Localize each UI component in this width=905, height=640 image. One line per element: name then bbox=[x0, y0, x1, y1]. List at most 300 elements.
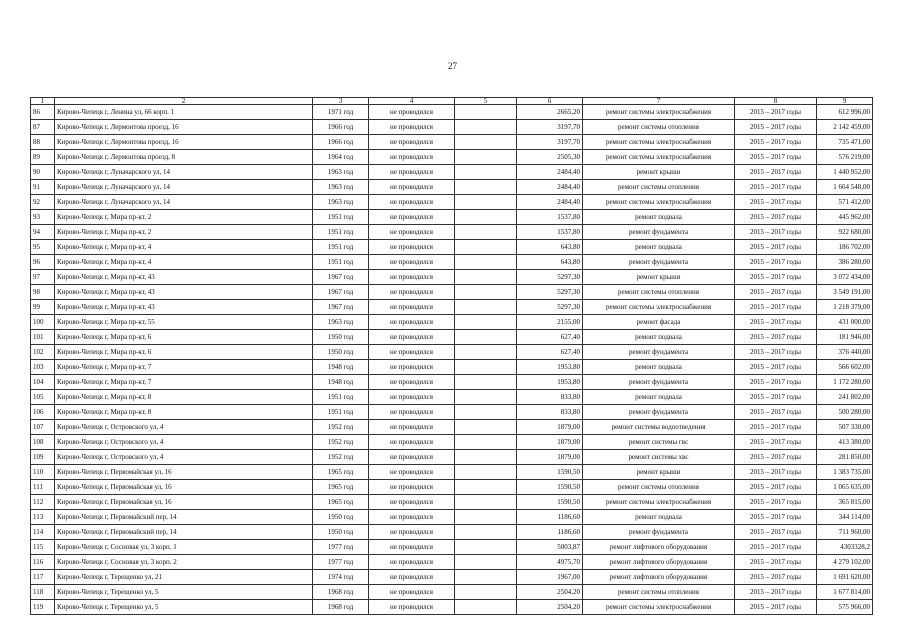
work-type-cell: ремонт системы электроснабжения bbox=[583, 300, 735, 315]
col-5-cell bbox=[455, 375, 517, 390]
area-cell: 1590,50 bbox=[517, 495, 583, 510]
work-type-cell: ремонт фундамента bbox=[583, 375, 735, 390]
table-row bbox=[31, 555, 873, 570]
table-row bbox=[31, 315, 873, 330]
col-5-cell bbox=[455, 555, 517, 570]
last-repair-cell: не проводился bbox=[369, 405, 455, 420]
last-repair-cell: не проводился bbox=[369, 510, 455, 525]
table-row bbox=[31, 600, 873, 615]
last-repair-cell: не проводился bbox=[369, 360, 455, 375]
build-year-cell: 1966 год bbox=[313, 135, 369, 150]
build-year-cell: 1952 год bbox=[313, 450, 369, 465]
col-5-cell bbox=[455, 570, 517, 585]
area-cell: 1953,80 bbox=[517, 375, 583, 390]
last-repair-cell: не проводился bbox=[369, 450, 455, 465]
period-cell: 2015 – 2017 годы bbox=[735, 540, 817, 555]
table-row bbox=[31, 225, 873, 240]
table-row bbox=[31, 240, 873, 255]
col-5-cell bbox=[455, 195, 517, 210]
row-number-cell: 90 bbox=[31, 165, 55, 180]
area-cell: 3197,70 bbox=[517, 120, 583, 135]
work-type-cell: ремонт системы отопления bbox=[583, 285, 735, 300]
work-type-cell: ремонт крыши bbox=[583, 165, 735, 180]
work-type-cell: ремонт крыши bbox=[583, 270, 735, 285]
period-cell: 2015 – 2017 годы bbox=[735, 315, 817, 330]
address-cell: Кирово-Чепецк г, Мира пр-кт, 7 bbox=[55, 375, 313, 390]
work-type-cell: ремонт системы электроснабжения bbox=[583, 150, 735, 165]
last-repair-cell: не проводился bbox=[369, 390, 455, 405]
last-repair-cell: не проводился bbox=[369, 375, 455, 390]
cost-cell: 735 471,00 bbox=[817, 135, 873, 150]
row-number-cell: 99 bbox=[31, 300, 55, 315]
address-cell: Кирово-Чепецк г, Островского ул, 4 bbox=[55, 450, 313, 465]
area-cell: 833,80 bbox=[517, 390, 583, 405]
row-number-cell: 116 bbox=[31, 555, 55, 570]
col-5-cell bbox=[455, 600, 517, 615]
last-repair-cell: не проводился bbox=[369, 270, 455, 285]
build-year-cell: 1948 год bbox=[313, 360, 369, 375]
area-cell: 2484,40 bbox=[517, 180, 583, 195]
build-year-cell: 1965 год bbox=[313, 495, 369, 510]
last-repair-cell: не проводился bbox=[369, 585, 455, 600]
col-5-cell bbox=[455, 330, 517, 345]
cost-cell: 365 815,00 bbox=[817, 495, 873, 510]
work-type-cell: ремонт системы электроснабжения bbox=[583, 135, 735, 150]
build-year-cell: 1977 год bbox=[313, 555, 369, 570]
area-cell: 643,80 bbox=[517, 255, 583, 270]
build-year-cell: 1967 год bbox=[313, 270, 369, 285]
last-repair-cell: не проводился bbox=[369, 465, 455, 480]
area-cell: 833,80 bbox=[517, 405, 583, 420]
work-type-cell: ремонт лифтового оборудования bbox=[583, 540, 735, 555]
row-number-cell: 111 bbox=[31, 480, 55, 495]
area-cell: 5297,30 bbox=[517, 285, 583, 300]
last-repair-cell: не проводился bbox=[369, 225, 455, 240]
address-cell: Кирово-Чепецк г, Мира пр-кт, 55 bbox=[55, 315, 313, 330]
last-repair-cell: не проводился bbox=[369, 570, 455, 585]
area-cell: 1953,80 bbox=[517, 360, 583, 375]
area-cell: 643,80 bbox=[517, 240, 583, 255]
period-cell: 2015 – 2017 годы bbox=[735, 390, 817, 405]
period-cell: 2015 – 2017 годы bbox=[735, 360, 817, 375]
row-number-cell: 103 bbox=[31, 360, 55, 375]
build-year-cell: 1951 год bbox=[313, 240, 369, 255]
table-row bbox=[31, 135, 873, 150]
work-type-cell: ремонт подвала bbox=[583, 510, 735, 525]
col-5-cell bbox=[455, 315, 517, 330]
cost-cell: 571 412,00 bbox=[817, 195, 873, 210]
work-type-cell: ремонт системы отопления bbox=[583, 480, 735, 495]
period-cell: 2015 – 2017 годы bbox=[735, 450, 817, 465]
col-5-cell bbox=[455, 105, 517, 120]
work-type-cell: ремонт системы электроснабжения bbox=[583, 195, 735, 210]
col-5-cell bbox=[455, 240, 517, 255]
period-cell: 2015 – 2017 годы bbox=[735, 510, 817, 525]
work-type-cell: ремонт подвала bbox=[583, 360, 735, 375]
row-number-cell: 113 bbox=[31, 510, 55, 525]
cost-cell: 4303328,2 bbox=[817, 540, 873, 555]
cost-cell: 431 000,00 bbox=[817, 315, 873, 330]
build-year-cell: 1963 год bbox=[313, 165, 369, 180]
header-row bbox=[31, 98, 873, 105]
period-cell: 2015 – 2017 годы bbox=[735, 555, 817, 570]
last-repair-cell: не проводился bbox=[369, 420, 455, 435]
cost-cell: 575 966,00 bbox=[817, 600, 873, 615]
table-row bbox=[31, 510, 873, 525]
cost-cell: 1 664 548,00 bbox=[817, 180, 873, 195]
row-number-cell: 102 bbox=[31, 345, 55, 360]
area-cell: 1879,00 bbox=[517, 435, 583, 450]
last-repair-cell: не проводился bbox=[369, 525, 455, 540]
address-cell: Кирово-Чепецк г, Островского ул, 4 bbox=[55, 435, 313, 450]
row-number-cell: 118 bbox=[31, 585, 55, 600]
address-cell: Кирово-Чепецк г, Лермонтова проезд, 16 bbox=[55, 120, 313, 135]
work-type-cell: ремонт системы электроснабжения bbox=[583, 600, 735, 615]
row-number-cell: 91 bbox=[31, 180, 55, 195]
col-5-cell bbox=[455, 180, 517, 195]
col-5-cell bbox=[455, 585, 517, 600]
col-5-cell bbox=[455, 435, 517, 450]
area-cell: 1537,80 bbox=[517, 210, 583, 225]
build-year-cell: 1963 год bbox=[313, 195, 369, 210]
work-type-cell: ремонт подвала bbox=[583, 240, 735, 255]
column-header-2: 2 bbox=[55, 98, 313, 105]
address-cell: Кирово-Чепецк г, Первомайская ул, 16 bbox=[55, 480, 313, 495]
work-type-cell: ремонт фундамента bbox=[583, 255, 735, 270]
period-cell: 2015 – 2017 годы bbox=[735, 570, 817, 585]
build-year-cell: 1951 год bbox=[313, 210, 369, 225]
build-year-cell: 1967 год bbox=[313, 300, 369, 315]
row-number-cell: 93 bbox=[31, 210, 55, 225]
row-number-cell: 106 bbox=[31, 405, 55, 420]
area-cell: 1590,50 bbox=[517, 465, 583, 480]
row-number-cell: 100 bbox=[31, 315, 55, 330]
address-cell: Кирово-Чепецк г, Первомайский пер, 14 bbox=[55, 510, 313, 525]
work-type-cell: ремонт системы электроснабжения bbox=[583, 495, 735, 510]
area-cell: 1186,60 bbox=[517, 525, 583, 540]
area-cell: 5003,87 bbox=[517, 540, 583, 555]
area-cell: 2155,00 bbox=[517, 315, 583, 330]
column-header-8: 8 bbox=[735, 98, 817, 105]
period-cell: 2015 – 2017 годы bbox=[735, 240, 817, 255]
period-cell: 2015 – 2017 годы bbox=[735, 150, 817, 165]
period-cell: 2015 – 2017 годы bbox=[735, 180, 817, 195]
cost-cell: 1 440 952,00 bbox=[817, 165, 873, 180]
row-number-cell: 109 bbox=[31, 450, 55, 465]
period-cell: 2015 – 2017 годы bbox=[735, 255, 817, 270]
address-cell: Кирово-Чепецк г, Ленина ул, 66 корп. 1 bbox=[55, 105, 313, 120]
row-number-cell: 108 bbox=[31, 435, 55, 450]
column-header-3: 3 bbox=[313, 98, 369, 105]
period-cell: 2015 – 2017 годы bbox=[735, 585, 817, 600]
table-row bbox=[31, 165, 873, 180]
last-repair-cell: не проводился bbox=[369, 180, 455, 195]
last-repair-cell: не проводился bbox=[369, 480, 455, 495]
last-repair-cell: не проводился bbox=[369, 135, 455, 150]
table-row bbox=[31, 195, 873, 210]
table-header bbox=[31, 98, 873, 105]
work-type-cell: ремонт фундамента bbox=[583, 345, 735, 360]
period-cell: 2015 – 2017 годы bbox=[735, 435, 817, 450]
last-repair-cell: не проводился bbox=[369, 165, 455, 180]
last-repair-cell: не проводился bbox=[369, 315, 455, 330]
table-row bbox=[31, 525, 873, 540]
address-cell: Кирово-Чепецк г, Первомайская ул, 16 bbox=[55, 495, 313, 510]
table-row bbox=[31, 585, 873, 600]
address-cell: Кирово-Чепецк г, Мира пр-кт, 8 bbox=[55, 405, 313, 420]
area-cell: 2504,20 bbox=[517, 585, 583, 600]
address-cell: Кирово-Чепецк г, Мира пр-кт, 6 bbox=[55, 345, 313, 360]
build-year-cell: 1964 год bbox=[313, 150, 369, 165]
table-row bbox=[31, 300, 873, 315]
col-5-cell bbox=[455, 150, 517, 165]
work-type-cell: ремонт системы гвс bbox=[583, 435, 735, 450]
area-cell: 1967,00 bbox=[517, 570, 583, 585]
cost-cell: 576 219,00 bbox=[817, 150, 873, 165]
build-year-cell: 1951 год bbox=[313, 390, 369, 405]
period-cell: 2015 – 2017 годы bbox=[735, 405, 817, 420]
period-cell: 2015 – 2017 годы bbox=[735, 600, 817, 615]
page-number: 27 bbox=[448, 61, 457, 71]
row-number-cell: 97 bbox=[31, 270, 55, 285]
col-5-cell bbox=[455, 360, 517, 375]
work-type-cell: ремонт подвала bbox=[583, 390, 735, 405]
table-row bbox=[31, 210, 873, 225]
cost-cell: 1 383 735,00 bbox=[817, 465, 873, 480]
last-repair-cell: не проводился bbox=[369, 210, 455, 225]
work-type-cell: ремонт крыши bbox=[583, 465, 735, 480]
row-number-cell: 105 bbox=[31, 390, 55, 405]
row-number-cell: 87 bbox=[31, 120, 55, 135]
row-number-cell: 112 bbox=[31, 495, 55, 510]
area-cell: 1537,80 bbox=[517, 225, 583, 240]
table-row bbox=[31, 570, 873, 585]
col-5-cell bbox=[455, 510, 517, 525]
address-cell: Кирово-Чепецк г, Мира пр-кт, 8 bbox=[55, 390, 313, 405]
work-type-cell: ремонт системы отопления bbox=[583, 585, 735, 600]
col-5-cell bbox=[455, 480, 517, 495]
area-cell: 1879,00 bbox=[517, 420, 583, 435]
area-cell: 2504,20 bbox=[517, 600, 583, 615]
area-cell: 2484,40 bbox=[517, 165, 583, 180]
repair-schedule-table bbox=[30, 97, 873, 615]
address-cell: Кирово-Чепецк г, Луначарского ул, 14 bbox=[55, 180, 313, 195]
cost-cell: 507 330,00 bbox=[817, 420, 873, 435]
cost-cell: 181 946,00 bbox=[817, 330, 873, 345]
last-repair-cell: не проводился bbox=[369, 195, 455, 210]
address-cell: Кирово-Чепецк г, Лермонтова проезд, 8 bbox=[55, 150, 313, 165]
build-year-cell: 1963 год bbox=[313, 180, 369, 195]
col-5-cell bbox=[455, 165, 517, 180]
cost-cell: 386 280,00 bbox=[817, 255, 873, 270]
build-year-cell: 1951 год bbox=[313, 255, 369, 270]
row-number-cell: 119 bbox=[31, 600, 55, 615]
row-number-cell: 115 bbox=[31, 540, 55, 555]
last-repair-cell: не проводился bbox=[369, 540, 455, 555]
cost-cell: 4 279 102,00 bbox=[817, 555, 873, 570]
address-cell: Кирово-Чепецк г, Мира пр-кт, 43 bbox=[55, 270, 313, 285]
cost-cell: 186 702,00 bbox=[817, 240, 873, 255]
work-type-cell: ремонт фундамента bbox=[583, 225, 735, 240]
col-5-cell bbox=[455, 225, 517, 240]
last-repair-cell: не проводился bbox=[369, 555, 455, 570]
last-repair-cell: не проводился bbox=[369, 495, 455, 510]
area-cell: 4975,70 bbox=[517, 555, 583, 570]
row-number-cell: 107 bbox=[31, 420, 55, 435]
build-year-cell: 1950 год bbox=[313, 510, 369, 525]
col-5-cell bbox=[455, 420, 517, 435]
area-cell: 627,40 bbox=[517, 345, 583, 360]
area-cell: 2505,30 bbox=[517, 150, 583, 165]
cost-cell: 344 114,00 bbox=[817, 510, 873, 525]
table-row bbox=[31, 150, 873, 165]
area-cell: 1186,60 bbox=[517, 510, 583, 525]
work-type-cell: ремонт системы отопления bbox=[583, 180, 735, 195]
build-year-cell: 1950 год bbox=[313, 330, 369, 345]
period-cell: 2015 – 2017 годы bbox=[735, 300, 817, 315]
cost-cell: 413 380,00 bbox=[817, 435, 873, 450]
address-cell: Кирово-Чепецк г, Островского ул, 4 bbox=[55, 420, 313, 435]
col-5-cell bbox=[455, 345, 517, 360]
area-cell: 5297,30 bbox=[517, 300, 583, 315]
table-row bbox=[31, 255, 873, 270]
col-5-cell bbox=[455, 540, 517, 555]
last-repair-cell: не проводился bbox=[369, 300, 455, 315]
address-cell: Кирово-Чепецк г, Мира пр-кт, 2 bbox=[55, 210, 313, 225]
cost-cell: 376 440,00 bbox=[817, 345, 873, 360]
period-cell: 2015 – 2017 годы bbox=[735, 195, 817, 210]
address-cell: Кирово-Чепецк г, Терещенко ул, 5 bbox=[55, 600, 313, 615]
last-repair-cell: не проводился bbox=[369, 255, 455, 270]
row-number-cell: 104 bbox=[31, 375, 55, 390]
area-cell: 5297,30 bbox=[517, 270, 583, 285]
row-number-cell: 117 bbox=[31, 570, 55, 585]
work-type-cell: ремонт системы электроснабжения bbox=[583, 105, 735, 120]
table-row bbox=[31, 345, 873, 360]
area-cell: 2665,20 bbox=[517, 105, 583, 120]
last-repair-cell: не проводился bbox=[369, 105, 455, 120]
area-cell: 2484,40 bbox=[517, 195, 583, 210]
build-year-cell: 1952 год bbox=[313, 420, 369, 435]
period-cell: 2015 – 2017 годы bbox=[735, 480, 817, 495]
address-cell: Кирово-Чепецк г, Мира пр-кт, 6 bbox=[55, 330, 313, 345]
address-cell: Кирово-Чепецк г, Терещенко ул, 21 bbox=[55, 570, 313, 585]
address-cell: Кирово-Чепецк г, Мира пр-кт, 43 bbox=[55, 300, 313, 315]
cost-cell: 281 850,00 bbox=[817, 450, 873, 465]
work-type-cell: ремонт подвала bbox=[583, 330, 735, 345]
column-header-1: 1 bbox=[31, 98, 55, 105]
build-year-cell: 1965 год bbox=[313, 480, 369, 495]
build-year-cell: 1968 год bbox=[313, 585, 369, 600]
address-cell: Кирово-Чепецк г, Первомайский пер, 14 bbox=[55, 525, 313, 540]
period-cell: 2015 – 2017 годы bbox=[735, 375, 817, 390]
column-header-9: 9 bbox=[817, 98, 873, 105]
work-type-cell: ремонт системы хвс bbox=[583, 450, 735, 465]
col-5-cell bbox=[455, 405, 517, 420]
cost-cell: 1 065 635,00 bbox=[817, 480, 873, 495]
period-cell: 2015 – 2017 годы bbox=[735, 495, 817, 510]
build-year-cell: 1950 год bbox=[313, 525, 369, 540]
address-cell: Кирово-Чепецк г, Сосновая ул, 3 корп. 2 bbox=[55, 555, 313, 570]
table-row bbox=[31, 375, 873, 390]
period-cell: 2015 – 2017 годы bbox=[735, 270, 817, 285]
build-year-cell: 1951 год bbox=[313, 405, 369, 420]
work-type-cell: ремонт лифтового оборудования bbox=[583, 570, 735, 585]
address-cell: Кирово-Чепецк г, Лермонтова проезд, 16 bbox=[55, 135, 313, 150]
build-year-cell: 1977 год bbox=[313, 540, 369, 555]
work-type-cell: ремонт фасада bbox=[583, 315, 735, 330]
col-5-cell bbox=[455, 135, 517, 150]
table-row bbox=[31, 105, 873, 120]
table-row bbox=[31, 360, 873, 375]
table-row bbox=[31, 435, 873, 450]
area-cell: 1879,00 bbox=[517, 450, 583, 465]
col-5-cell bbox=[455, 525, 517, 540]
build-year-cell: 1951 год bbox=[313, 225, 369, 240]
table-row bbox=[31, 330, 873, 345]
table-row bbox=[31, 120, 873, 135]
table-row bbox=[31, 390, 873, 405]
col-5-cell bbox=[455, 495, 517, 510]
build-year-cell: 1967 год bbox=[313, 285, 369, 300]
area-cell: 627,40 bbox=[517, 330, 583, 345]
last-repair-cell: не проводился bbox=[369, 600, 455, 615]
build-year-cell: 1968 год bbox=[313, 600, 369, 615]
period-cell: 2015 – 2017 годы bbox=[735, 420, 817, 435]
period-cell: 2015 – 2017 годы bbox=[735, 135, 817, 150]
build-year-cell: 1963 год bbox=[313, 315, 369, 330]
work-type-cell: ремонт лифтового оборудования bbox=[583, 555, 735, 570]
address-cell: Кирово-Чепецк г, Луначарского ул, 14 bbox=[55, 195, 313, 210]
cost-cell: 1 677 814,00 bbox=[817, 585, 873, 600]
cost-cell: 3 072 434,00 bbox=[817, 270, 873, 285]
build-year-cell: 1948 год bbox=[313, 375, 369, 390]
table-row bbox=[31, 540, 873, 555]
table-row bbox=[31, 270, 873, 285]
table-row bbox=[31, 405, 873, 420]
row-number-cell: 96 bbox=[31, 255, 55, 270]
period-cell: 2015 – 2017 годы bbox=[735, 210, 817, 225]
last-repair-cell: не проводился bbox=[369, 285, 455, 300]
row-number-cell: 89 bbox=[31, 150, 55, 165]
work-type-cell: ремонт фундамента bbox=[583, 405, 735, 420]
table-row bbox=[31, 495, 873, 510]
build-year-cell: 1966 год bbox=[313, 120, 369, 135]
cost-cell: 445 962,00 bbox=[817, 210, 873, 225]
period-cell: 2015 – 2017 годы bbox=[735, 525, 817, 540]
period-cell: 2015 – 2017 годы bbox=[735, 345, 817, 360]
build-year-cell: 1971 год bbox=[313, 105, 369, 120]
work-type-cell: ремонт системы водоотведения bbox=[583, 420, 735, 435]
last-repair-cell: не проводился bbox=[369, 435, 455, 450]
column-header-4: 4 bbox=[369, 98, 455, 105]
row-number-cell: 92 bbox=[31, 195, 55, 210]
row-number-cell: 110 bbox=[31, 465, 55, 480]
col-5-cell bbox=[455, 300, 517, 315]
last-repair-cell: не проводился bbox=[369, 345, 455, 360]
work-type-cell: ремонт фундамента bbox=[583, 525, 735, 540]
column-header-6: 6 bbox=[517, 98, 583, 105]
build-year-cell: 1950 год bbox=[313, 345, 369, 360]
cost-cell: 3 549 191,00 bbox=[817, 285, 873, 300]
col-5-cell bbox=[455, 210, 517, 225]
column-header-7: 7 bbox=[583, 98, 735, 105]
build-year-cell: 1952 год bbox=[313, 435, 369, 450]
col-5-cell bbox=[455, 120, 517, 135]
address-cell: Кирово-Чепецк г, Терещенко ул, 5 bbox=[55, 585, 313, 600]
last-repair-cell: не проводился bbox=[369, 120, 455, 135]
address-cell: Кирово-Чепецк г, Мира пр-кт, 43 bbox=[55, 285, 313, 300]
